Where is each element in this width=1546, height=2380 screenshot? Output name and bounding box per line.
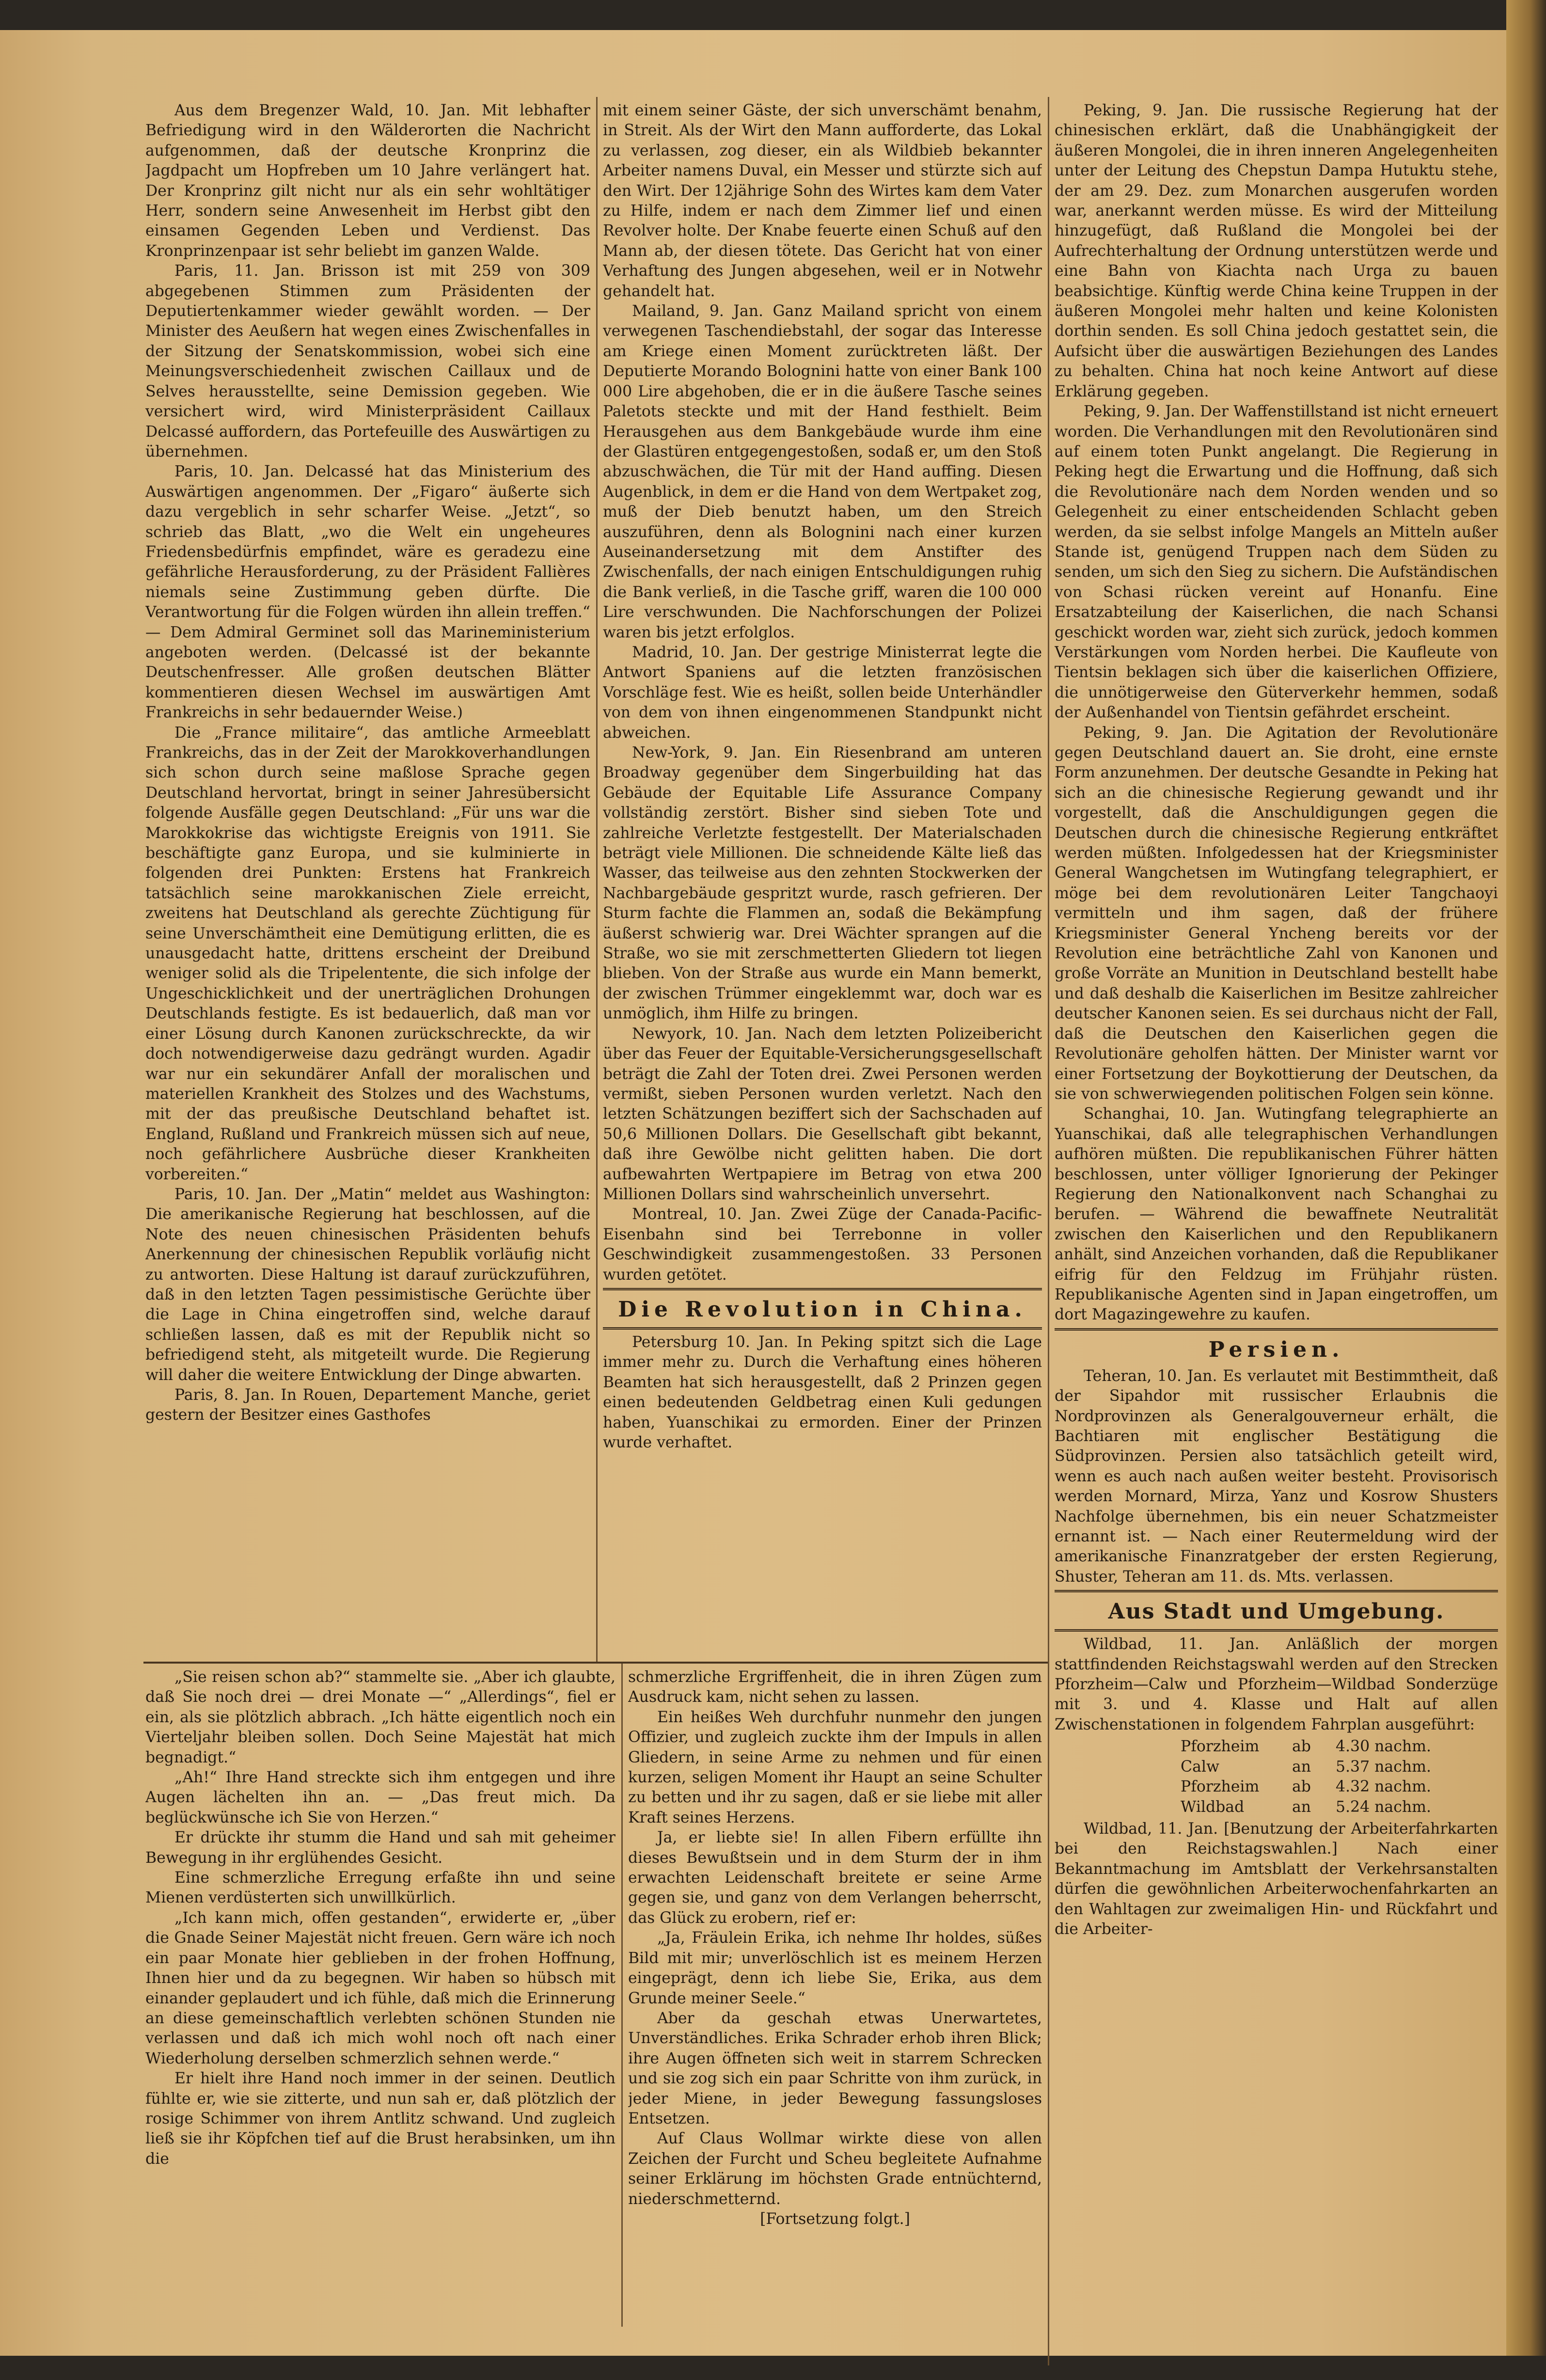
- column-rule-2: [1048, 97, 1049, 2365]
- news-column-1: [145, 101, 590, 1659]
- article: Teheran, 10. Jan. Es verlautet mit Bestimmtheit, daß der Sipahdor mit russischer Erlaubnis die Nordprovinzen als Generalgouverneur erhält, die Bachtiaren mit englischer Bestätigung die Südprovinzen. Persien also tatsächlich geteilt wird, wenn es auch nach außen weiter besteht. Provisorisch werden Mornard, Mirza, Yanz und Kosrow Shusters Nachfolge übernehmen, bis ein neuer Schatzmeister ernannt ist. — Nach einer Reutermeldung wird der amerikanische Finanzratgeber der ersten Regierung, Shuster, Teheran am 11. ds. Mts. verlassen.: [1055, 1367, 1498, 1586]
- news-column-2: [603, 101, 1042, 1659]
- schedule-row: Pforzheim ab 4.32 nachm.: [1181, 1778, 1432, 1796]
- feuilleton-rule: [621, 1663, 623, 2327]
- section-rule: [1055, 1629, 1498, 1632]
- section-heading-local: Aus Stadt und Umgebung.: [1108, 1599, 1445, 1624]
- article: Paris, 8. Jan. In Rouen, Departement Manche, geriet gestern der Besitzer eines Gasthofes: [145, 1386, 590, 1424]
- novel-paragraph: Er drückte ihr stumm die Hand und sah mit geheimer Bewegung in ihr erglühendes Gesicht.: [145, 1829, 615, 1867]
- article: Madrid, 10. Jan. Der gestrige Ministerrat legte die Antwort Spaniens auf die letzten französischen Vorschläge fest. Wie es heißt, sollen beide Unterhändler von dem von ihnen eingenommenen Standpunkt nicht abweichen.: [603, 643, 1042, 742]
- article: New-York, 9. Jan. Ein Riesenbrand am unteren Broadway gegenüber dem Singerbuilding hat das Gebäude der Equitable Life Assurance Company vollständig zerstört. Bisher sind sieben Tote und zahlreiche Verletzte festgestellt. Der Materialschaden beträgt viele Millionen. Die schneidende Kälte ließ das Wasser, das teilweise aus den zehnten Stockwerken der Nachbargebäude gespritzt wurde, rasch gefrieren. Der Sturm fachte die Flammen an, sodaß die Bekämpfung äußerst schwierig war. Drei Wächter sprangen auf die Straße, wo sie mit zerschmetterten Gliedern tot liegen blieben. Von der Straße aus wurde ein Mann bemerkt, der zwischen Trümmer eingeklemmt war, doch war es unmöglich, ihm Hilfe zu bringen.: [603, 744, 1042, 1023]
- feuilleton-right: [628, 1667, 1042, 2351]
- novel-paragraph: „Sie reisen schon ab?“ stammelte sie. „Aber ich glaubte, daß Sie noch drei — drei Monate —“ „Allerdings“, fiel er ein, als sie plötzlich abbrach. „Ich hätte eigentlich noch ein Vierteljahr bleiben sollen. Doch Seine Majestät hat mich begnadigt.“: [145, 1668, 615, 1766]
- article: Wildbad, 11. Jan. Anläßlich der morgen stattfindenden Reichstagswahl werden auf den Strecken Pforzheim—Calw und Pforzheim—Wildbad Sonderzüge mit 3. und 4. Klasse und Halt auf allen Zwischenstationen in folgendem Fahrplan ausgeführt:: [1055, 1635, 1498, 1733]
- novel-paragraph: Er hielt ihre Hand noch immer in der seinen. Deutlich fühlte er, wie sie zitterte, und nun sah er, daß plötzlich der rosige Schimmer von ihrem Antlitz schwand. Und zugleich ließ sie ihr Köpfchen tief auf die Brust herabsinken, um ihn die: [145, 2070, 615, 2168]
- article: mit einem seiner Gäste, der sich unverschämt benahm, in Streit. Als der Wirt den Mann aufforderte, das Lokal zu verlassen, zog dieser, ein als Wildbieb bekannter Arbeiter namens Duval, ein Messer und stürzte sich auf den Wirt. Der 12jährige Sohn des Wirtes kam dem Vater zu Hilfe, indem er nach dem Zimmer lief und einen Revolver holte. Der Knabe feuerte einen Schuß auf den Mann ab, der diesen tötete. Das Gericht hat von einer Verhaftung des Jungen abgesehen, weil er in Notwehr gehandelt hat.: [603, 102, 1042, 300]
- news-column-3: [1055, 101, 1498, 2355]
- schedule-row: Pforzheim ab 4.30 nachm.: [1181, 1738, 1432, 1756]
- continuation-note: [Fortsetzung folgt.]: [760, 2210, 910, 2228]
- article: Aus dem Bregenzer Wald, 10. Jan. Mit lebhafter Befriedigung wird in den Wälderorten die Nachricht aufgenommen, daß der deutsche Kronprinz die Jagdpacht um Hopfreben um 10 Jahre verlängert hat. Der Kronprinz gilt nicht nur als ein sehr wohltätiger Herr, sondern seine Anwesenheit im Herbst gibt den einsamen Gegenden Leben und Verdienst. Das Kronprinzenpaar ist sehr beliebt im ganzen Walde.: [145, 102, 590, 260]
- schedule-row: Calw an 5.37 nachm.: [1181, 1758, 1432, 1776]
- section-rule: [603, 1327, 1042, 1330]
- novel-paragraph: „Ah!“ Ihre Hand streckte sich ihm entgegen und ihre Augen lächelten ihn an. — „Das freut mich. Da beglückwünsche ich Sie von Herzen.“: [145, 1769, 615, 1826]
- train-schedule: [1181, 1737, 1498, 1817]
- article: Montreal, 10. Jan. Zwei Züge der Canada-Pacific-Eisenbahn sind bei Terrebonne in voller Geschwindigkeit zusammengestoßen. 33 Personen wurden getötet.: [603, 1206, 1042, 1284]
- article: Petersburg 10. Jan. In Peking spitzt sich die Lage immer mehr zu. Durch die Verhaftung eines höheren Beamten hat sich herausgestellt, daß 2 Prinzen gegen einen bedeutenden Geldbetrag einen Kuli gedungen haben, Yuanschikai zu ermorden. Einer der Prinzen wurde verhaftet.: [603, 1333, 1042, 1451]
- article: Paris, 10. Jan. Der „Matin“ meldet aus Washington: Die amerikanische Regierung hat beschlossen, auf die Note des neuen chinesischen Präsidenten behufs Anerkennung der chinesischen Republik vorläufig nicht zu antworten. Diese Haltung ist darauf zurückzuführen, daß in den letzten Tagen pessimistische Gerüchte über die Lage in China eingetroffen sind, welche darauf schließen lassen, daß es mit der Republik nicht so befriedigend steht, als mitgeteilt wurde. Die Regierung will daher die weitere Entwicklung der Dinge abwarten.: [145, 1185, 590, 1384]
- section-rule: [1055, 1328, 1498, 1331]
- section-heading-persien: Persien.: [1208, 1337, 1344, 1362]
- scan-bottom-border: [0, 2356, 1546, 2380]
- novel-paragraph: Ein heißes Weh durchfuhr nunmehr den jungen Offizier, und zugleich zuckte ihm der Impuls in allen Gliedern, in seine Arme zu nehmen und für einen kurzen, seligen Moment ihr Haupt an seine Schulter zu betten und ihr zu sagen, daß er sie liebe mit aller Kraft seines Herzens.: [628, 1708, 1042, 1826]
- article: Schanghai, 10. Jan. Wutingfang telegraphierte an Yuanschikai, daß alle telegraphischen Verhandlungen aufhören müßten. Die republikanischen Führer hätten beschlossen, unter völliger Ignorierung der Pekinger Regierung den Nationalkonvent nach Schanghai zu berufen. — Während die bewaffnete Neutralität zwischen den Kaiserlichen und den Republikanern anhält, sind Anzeichen vorhanden, daß die Republikaner eifrig für den Feldzug im Frühjahr rüsten. Republikanische Agenten sind in Japan eingetroffen, um dort Magazingewehre zu kaufen.: [1055, 1105, 1498, 1324]
- novel-paragraph: Eine schmerzliche Erregung erfaßte ihn und seine Mienen verdüsterten sich unwillkürlich.: [145, 1869, 615, 1907]
- novel-paragraph: Auf Claus Wollmar wirkte diese von allen Zeichen der Furcht und Scheu begleitete Aufnahme seiner Erklärung im höchsten Grade entnüchternd, niederschmetternd.: [628, 2130, 1042, 2208]
- novel-paragraph: „Ich kann mich, offen gestanden“, erwiderte er, „über die Gnade Seiner Majestät nicht freuen. Gern wäre ich noch ein paar Monate hier geblieben in der frohen Hoffnung, Ihnen hier und da zu begegnen. Wir haben so hübsch mit einander geplaudert und ich fühle, daß mich die Erinnerung an diese gemeinschaftlich verlebten schönen Stunden nie verlassen und daß ich mich wohl noch oft nach einer Wiederholung derselben schmerzlich sehnen werde.“: [145, 1909, 615, 2067]
- article: Paris, 10. Jan. Delcassé hat das Ministerium des Auswärtigen angenommen. Der „Figaro“ äußerte sich dazu vergeblich in sehr scharfer Weise. „Jetzt“, so schrieb das Blatt, „wo die Welt ein ungeheures Friedensbedürfnis empfindet, wäre es geradezu eine gefährliche Herausforderung, zu der Präsident Fallières niemals seine Zustimmung geben dürfte. Die Verantwortung für die Folgen würden ihn allein treffen.“ — Dem Admiral Germinet soll das Marineministerium angeboten werden. (Delcassé ist der bekannte Deutschenfresser. Alle großen deutschen Blätter kommentieren diesen Wechsel im auswärtigen Amt Frankreichs in sehr bedauernder Weise.): [145, 463, 590, 722]
- novel-paragraph: schmerzliche Ergriffenheit, die in ihren Zügen zum Ausdruck kam, nicht sehen zu lassen.: [628, 1668, 1042, 1706]
- article: Peking, 9. Jan. Die Agitation der Revolutionäre gegen Deutschland dauert an. Sie droht, eine ernste Form anzunehmen. Der deutsche Gesandte in Peking hat sich an die chinesische Regierung gewandt und ihr vorgestellt, daß die Anschuldigungen gegen die Deutschen durch die chinesische Regierung entkräftet werden müßten. Infolgedessen hat der Kriegsminister General Wangchetsen im Wutingfang telegraphiert, er möge bei dem revolutionären Leiter Tangchaoyi vermitteln und ihm sagen, daß der frühere Kriegsminister General Yncheng bereits vor der Revolution eine beträchtliche Zahl von Kanonen und große Vorräte an Munition in Deutschland bestellt habe und daß deshalb die Kaiserlichen im Besitze zahlreicher deutscher Kanonen seien. Es sei durchaus nicht der Fall, daß die Deutschen den Kaiserlichen gegen die Revolutionäre geholfen hätten. Der Minister warnt vor einer Fortsetzung der Boykottierung der Deutschen, da sie von schwerwiegenden politischen Folgen sein könne.: [1055, 724, 1498, 1103]
- article: Newyork, 10. Jan. Nach dem letzten Polizeibericht über das Feuer der Equitable-Versicherungsgesellschaft beträgt die Zahl der Toten drei. Zwei Personen werden vermißt, sieben Personen wurden verletzt. Nach den letzten Schätzungen beziffert sich der Sachschaden auf 50,6 Millionen Dollars. Die Gesellschaft gibt bekannt, daß ihre Gewölbe nicht gelitten haben. Die dort aufbewahrten Wertpapiere im Betrag von etwa 200 Millionen Dollars sind wahrscheinlich unversehrt.: [603, 1025, 1042, 1203]
- novel-paragraph: „Ja, Fräulein Erika, ich nehme Ihr holdes, süßes Bild mit mir; unverlöschlich ist es meinem Herzen eingeprägt, denn ich liebe Sie, Erika, aus dem Grunde meiner Seele.“: [628, 1929, 1042, 2007]
- section-rule: [1055, 1590, 1498, 1592]
- novel-paragraph: Ja, er liebte sie! In allen Fibern erfüllte ihn dieses Bewußtsein und in dem Sturm der in ihm erwachten Leidenschaft breitete er seine Arme gegen sie, und ganz von dem Verlangen beherrscht, das Glück zu erobern, rief er:: [628, 1829, 1042, 1927]
- section-heading-revolution: Die Revolution in China.: [618, 1297, 1027, 1322]
- article: Wildbad, 11. Jan. [Benutzung der Arbeiterfahrkarten bei den Reichstagswahlen.] Nach einer Bekanntmachung im Amtsblatt der Verkehrsanstalten dürfen die gewöhnlichen Arbeiterwochenfahrkarten an den Wahltagen zur zweimaligen Hin- und Rückfahrt und die Arbeiter-: [1055, 1820, 1498, 1938]
- article: Mailand, 9. Jan. Ganz Mailand spricht von einem verwegenen Taschendiebstahl, der sogar das Interesse am Kriege einen Moment zurücktreten läßt. Der Deputierte Morando Bolognini hatte von einer Bank 100 000 Lire abgehoben, die er in die äußere Tasche seines Paletots steckte und mit der Hand festhielt. Beim Herausgehen aus dem Bankgebäude wurde ihm eine der Glastüren entgegengestoßen, sodaß er, um den Stoß abzuschwächen, die Tür mit der Hand auffing. Diesen Augenblick, in dem er die Hand von dem Wertpaket zog, muß der Dieb benutzt haben, um den Streich auszuführen, denn als Bolognini nach einer kurzen Auseinandersetzung mit dem Anstifter des Zwischenfalls, der nach einigen Entschuldigungen ruhig die Bank verließ, in die Tasche griff, waren die 100 000 Lire verschwunden. Die Nachforschungen der Polizei waren bis jetzt erfolglos.: [603, 302, 1042, 641]
- column-rule-1: [596, 97, 598, 1663]
- page-fold-shadow: [1506, 0, 1546, 2380]
- article: Paris, 11. Jan. Brisson ist mit 259 von 309 abgegebenen Stimmen zum Präsidenten der Deputiertenkammer wieder gewählt worden. — Der Minister des Aeußern hat wegen eines Zwischenfalles in der Sitzung der Senatskommission, wobei sich eine Meinungsverschiedenheit zwischen Caillaux und de Selves herausstellte, seine Demission gegeben. Wie versichert wird, wird Ministerpräsident Caillaux Delcassé auffordern, das Portefeuille des Auswärtigen zu übernehmen.: [145, 262, 590, 460]
- section-rule: [603, 1288, 1042, 1290]
- article: Peking, 9. Jan. Der Waffenstillstand ist nicht erneuert worden. Die Verhandlungen mit den Revolutionären sind auf einem toten Punkt angelangt. Die Regierung in Peking hegt die Erwartung und die Hoffnung, daß sich die Revolutionäre nach dem Norden wenden und so Gelegenheit zu einer entscheidenden Schlacht geben werden, da sie selbst infolge Mangels an Mitteln außer Stande ist, genügend Truppen nach dem Süden zu senden, um sich den Sieg zu sichern. Die Aufständischen von Schasi rücken vereint auf Honanfu. Eine Ersatzabteilung der Kaiserlichen, die nach Schansi geschickt worden war, zieht sich zurück, jedoch kommen Verstärkungen vom Norden herbei. Die Kaufleute von Tientsin beklagen sich über die kaiserlichen Offiziere, die unnötigerweise den Güterverkehr hemmen, sodaß der Außenhandel von Tientsin gefährdet erscheint.: [1055, 403, 1498, 722]
- feuilleton-left: [145, 1667, 615, 2351]
- scan-top-border: [0, 0, 1546, 30]
- article: Peking, 9. Jan. Die russische Regierung hat der chinesischen erklärt, daß die Unabhängigkeit der äußeren Mongolei, die in ihren inneren Angelegenheiten unter der Leitung des Chepstun Dampa Hutuktu stehe, der am 29. Dez. zum Monarchen ausgerufen worden war, anerkannt werden müsse. Es wird der Mitteilung hinzugefügt, daß Rußland die Mongolei bei der Aufrechterhaltung der Ordnung unterstützen werde und eine Bahn von Kiachta nach Urga zu bauen beabsichtige. Künftig werde China keine Truppen in der äußeren Mongolei mehr halten und keine Kolonisten dorthin senden. Es soll China jedoch gestattet sein, die Aufsicht über die auswärtigen Beziehungen des Landes zu behalten. China hat noch keine Antwort auf diese Erklärung gegeben.: [1055, 102, 1498, 400]
- article: Die „France militaire“, das amtliche Armeeblatt Frankreichs, das in der Zeit der Marokkoverhandlungen sich schon durch seine maßlose Sprache gegen Deutschland hervortat, bringt in seiner Jahresübersicht folgende Ausfälle gegen Deutschland: „Für uns war die Marokkokrise das wichtigste Ereignis von 1911. Sie beschäftigte ganz Europa, und sie kulminierte in folgenden drei Punkten: Erstens hat Frankreich tatsächlich seine marokkanischen Ziele erreicht, zweitens hat Deutschland als gerechte Züchtigung für seine Unverschämtheit eine Demütigung erlitten, die es unausgedacht hatte, drittens erscheint der Dreibund weniger solid als die Tripelentente, die sich infolge der Ungeschicklichkeit und der unerträglichen Drohungen Deutschlands festigte. Es ist bedauerlich, daß man vor einer Lösung durch Kanonen zurückschreckte, da wir doch notwendigerweise dazu gedrängt wurden. Agadir war nur ein sekundärer Anfall der moralischen und materiellen Krankheit des Stolzes und des Wachstums, mit der das preußische Deutschland behaftet ist. England, Rußland und Frankreich müssen sich auf neue, noch gefährlichere Ausbrüche dieser Krankheiten vorbereiten.“: [145, 724, 590, 1183]
- schedule-row: Wildbad an 5.24 nachm.: [1181, 1798, 1432, 1816]
- feuilleton-top-rule: [143, 1662, 1048, 1664]
- novel-paragraph: Aber da geschah etwas Unerwartetes, Unverständliches. Erika Schrader erhob ihren Blick; ihre Augen öffneten sich weit in starrem Schrecken und sie zog sich ein paar Schritte von ihm zurück, in jeder Miene, in jeder Bewegung fassungsloses Entsetzen.: [628, 2009, 1042, 2127]
